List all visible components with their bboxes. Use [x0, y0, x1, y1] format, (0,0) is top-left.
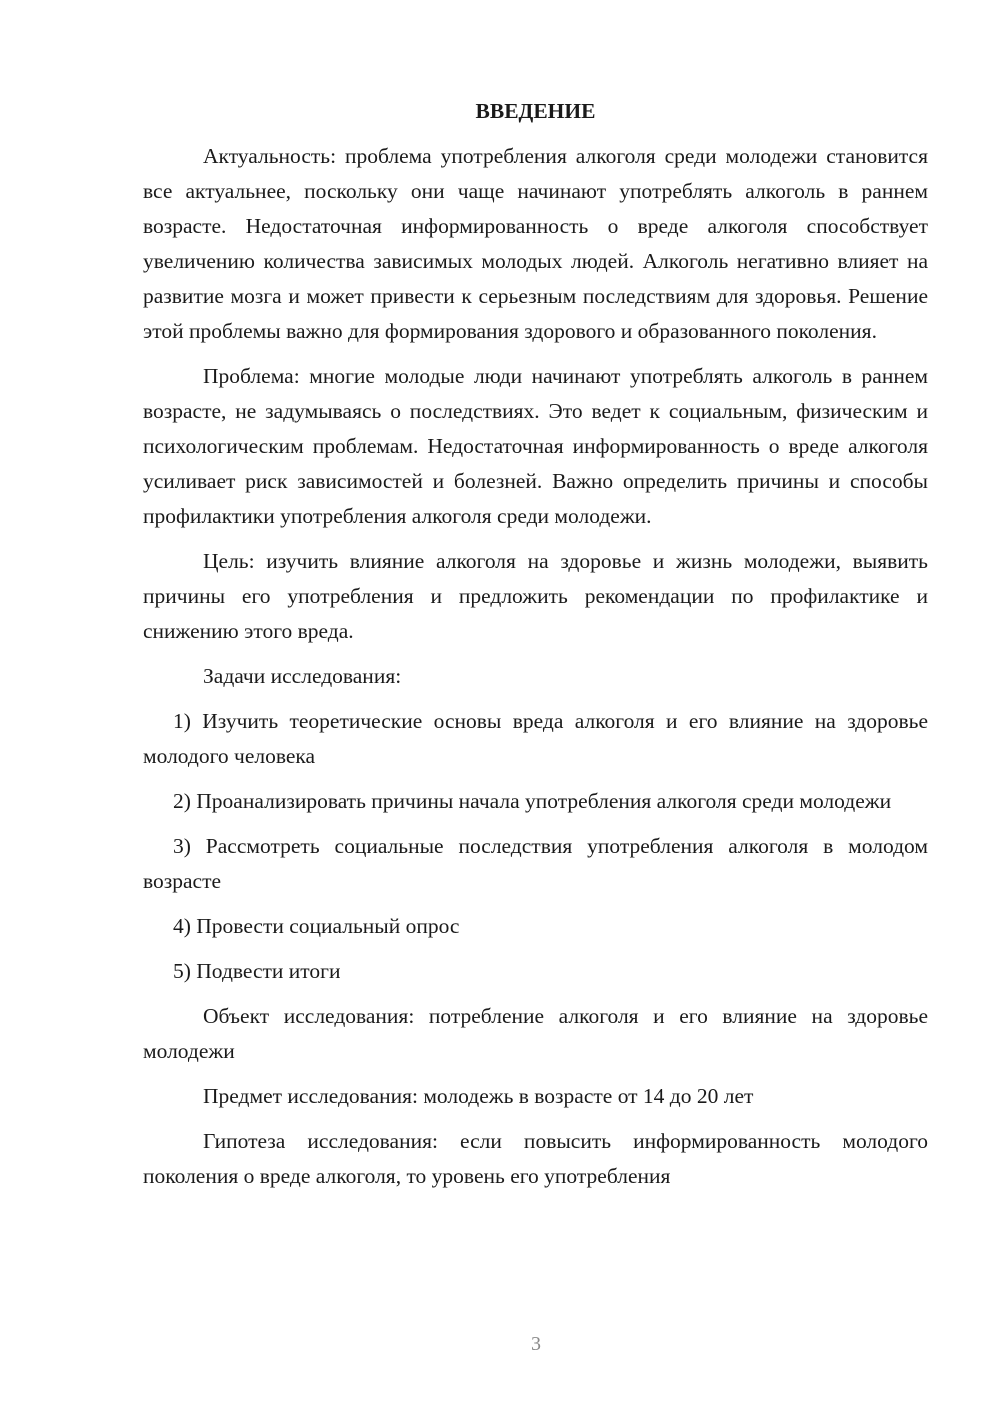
task-item-2: 2) Проанализировать причины начала употребления алкоголя среди молодежи — [173, 789, 892, 813]
task-item-3: 3) Рассмотреть социальные последствия употребления алкоголя в молодом возрасте — [143, 834, 928, 893]
relevance-paragraph: Актуальность: проблема употребления алкоголя среди молодежи становится все актуальнее, поскольку они чаще начинают употреблять алкоголь в раннем возрасте. Недостаточная информированность о вреде алкоголя способствует увеличению количества зависимых молодых людей. Алкоголь негативно влияет на развитие мозга и может привести к серьезным последствиям для здоровья. Решение этой проблемы важно для формирования здорового и образованного поколения. — [143, 144, 928, 343]
goal-paragraph: Цель: изучить влияние алкоголя на здоровье и жизнь молодежи, выявить причины его употребления и предложить рекомендации по профилактике и снижению этого вреда. — [143, 549, 928, 643]
problem-paragraph: Проблема: многие молодые люди начинают употреблять алкоголь в раннем возрасте, не задумываясь о последствиях. Это ведет к социальным, физическим и психологическим проблемам. Недостаточная информированность о вреде алкоголя усиливает риск зависимостей и болезней. Важно определить причины и способы профилактики употребления алкоголя среди молодежи. — [143, 364, 928, 528]
task-item-5: 5) Подвести итоги — [173, 959, 341, 983]
document-page — [143, 94, 928, 1204]
task-item-1: 1) Изучить теоретические основы вреда алкоголя и его влияние на здоровье молодого человека — [143, 709, 928, 768]
section-title: ВВЕДЕНИЕ — [475, 99, 596, 123]
tasks-heading: Задачи исследования: — [203, 664, 402, 688]
task-item-4: 4) Провести социальный опрос — [173, 914, 460, 938]
hypothesis-paragraph: Гипотеза исследования: если повысить информированность молодого поколения о вреде алкоголя, то уровень его употребления — [143, 1129, 928, 1188]
object-paragraph: Объект исследования: потребление алкоголя и его влияние на здоровье молодежи — [143, 1004, 928, 1063]
page-number: 3 — [531, 1333, 541, 1355]
subject-paragraph: Предмет исследования: молодежь в возрасте от 14 до 20 лет — [203, 1084, 754, 1108]
